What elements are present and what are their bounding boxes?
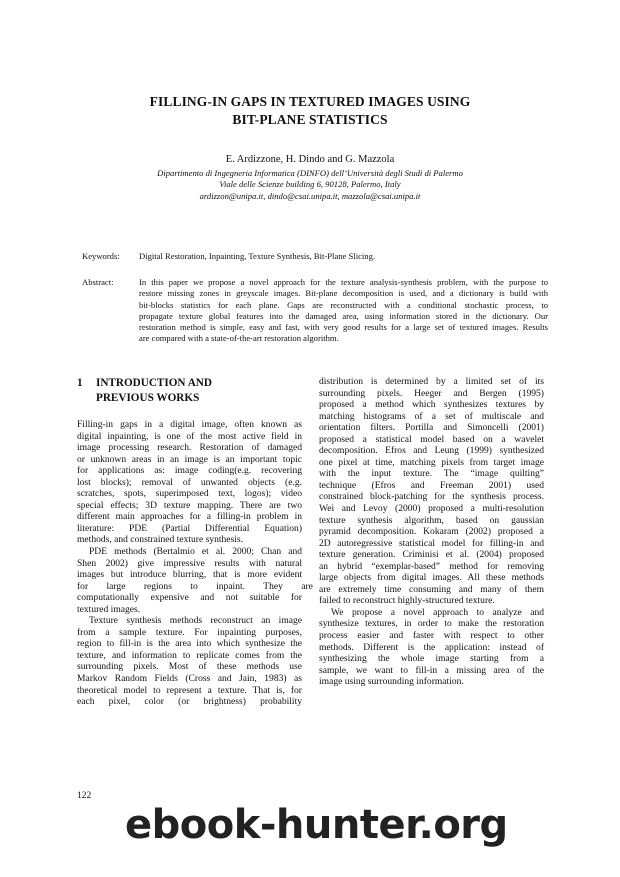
- body-line: constrained block-patching for the synthesis process.: [319, 491, 544, 503]
- body-line: surrounding pixels. Heeger and Bergen (1995): [319, 387, 544, 399]
- abstract-line: In this paper we propose a novel approach for the texture analysis-synthesis problem, with the purpose to: [139, 277, 548, 287]
- title-line-1: FILLING-IN GAPS IN TEXTURED IMAGES USING: [149, 94, 471, 109]
- page-number: 122: [77, 791, 92, 801]
- section-title: [96, 376, 212, 406]
- body-line: for applications as: image coding(e.g. recovering: [77, 465, 302, 477]
- body-line: Filling-in gaps in a digital image, often known as: [77, 419, 302, 430]
- body-line: Texture synthesis methods reconstruct an image: [89, 615, 302, 627]
- body-line: images but introduce blurring, that is more evident: [77, 569, 302, 581]
- body-line: failed to reconstruct highly-structured texture.: [319, 595, 495, 607]
- body-line: PDE methods (Bertalmio et al. 2000; Chan and: [89, 546, 302, 558]
- body-line: texture, and information to replicate comes from the: [77, 649, 302, 661]
- affiliation-line: Dipartimento di Ingegneria Informatica (DINFO) dell’Università degli Studi di Palermo: [157, 168, 463, 178]
- abstract-line: bit-blocks statistics for each plane. Gaps are reconstructed with a conditional stochastic process, to: [139, 299, 548, 310]
- body-line: texture generation. Criminisi et al. (2004) proposed: [319, 549, 544, 561]
- body-line: region to fill-in is the area into which synthesize the: [77, 638, 302, 650]
- body-line: sample, we want to fill-in a missing area of the: [319, 664, 544, 676]
- author-names: E. Ardizzone, H. Dindo and G. Mazzola: [225, 154, 395, 165]
- body-line: for large regions to inpaint. They are: [77, 580, 313, 592]
- body-line: synthesizing the whole image starting from a: [319, 653, 544, 665]
- body-line: each pixel, color (or brightness) probability: [77, 696, 302, 708]
- body-line: with the input texture. The “image quilting”: [319, 468, 544, 480]
- abstract-line: restoration method is simple, easy and fast, with very good results for a large set of textured images. Results: [139, 322, 548, 333]
- body-line: special effects; 3D texture mapping. There are two: [77, 499, 302, 511]
- abstract-line: propagate texture global features into the damaged area, using information stored in the dictionary. Our: [139, 310, 548, 321]
- body-line: Shen 2002) give impressive results with natural: [77, 557, 302, 569]
- body-line: large objects from digital images. All these methods: [319, 572, 544, 584]
- body-line: different main approaches for a filling-in problem in: [77, 511, 302, 523]
- author-block: [75, 152, 545, 202]
- body-line: methods, and constrained texture synthesis.: [77, 534, 243, 546]
- abstract-text: [139, 277, 548, 345]
- body-line: literature: PDE (Partial Differential Equation): [77, 522, 302, 534]
- keywords-text: Digital Restoration, Inpainting, Texture Synthesis, Bit-Plane Slicing.: [139, 251, 376, 261]
- body-line: orientation filters. Portilla and Simoncelli (2001): [319, 422, 544, 434]
- body-line: We propose a novel approach to analyze and: [331, 606, 544, 618]
- body-line: process easier and faster with respect to other: [319, 630, 544, 642]
- right-column: [319, 376, 544, 688]
- email-line: ardizzon@unipa.it, dindo@csai.unipa.it, mazzola@csai.unipa.it: [199, 190, 421, 201]
- section-title-line-1: INTRODUCTION AND: [96, 377, 212, 389]
- body-line: from a sample texture. For inpainting purposes,: [77, 626, 302, 638]
- body-line: Markov Random Fields (Cross and Jain, 1983) as: [77, 673, 302, 685]
- body-line: image processing research. Restoration of damaged: [77, 442, 302, 454]
- body-line: surrounding pixels. Most of these methods use: [77, 661, 302, 673]
- body-line: scratches, spots, superimposed text, logos); video: [77, 488, 302, 500]
- body-line: textured images.: [77, 603, 141, 615]
- abstract-label: Abstract:: [82, 277, 114, 287]
- body-line: 2D autoregressive statistical model for filling-in and: [319, 537, 544, 549]
- watermark-text: ebook-hunter.org: [125, 802, 508, 848]
- keywords-label: Keywords:: [82, 251, 120, 261]
- section-number: 1: [77, 377, 83, 389]
- body-line: an hybrid “exemplar-based” method for removing: [319, 560, 544, 572]
- body-line: matching histograms of a set of multiscale and: [319, 410, 544, 422]
- body-line: are extremely time consuming and many of them: [319, 583, 544, 595]
- body-line: synthesize textures, in order to make the restoration: [319, 618, 544, 630]
- paper-title: [75, 93, 545, 129]
- body-line: pyramid decomposition. Kokaram (2002) proposed a: [319, 526, 544, 538]
- body-line: or unknown areas in an image is an important topic: [77, 453, 302, 465]
- body-line: computationally expensive and not suitable for: [77, 592, 302, 604]
- body-line: image using surrounding information.: [319, 676, 464, 688]
- body-line: proposed a statistical model based on a wavelet: [319, 433, 544, 445]
- body-line: proposed a method which synthesizes textures by: [319, 399, 544, 411]
- body-line: methods. Different is the application: instead of: [319, 641, 544, 653]
- body-line: lost blocks); removal of unwanted objects (e.g.: [77, 476, 302, 488]
- body-line: distribution is determined by a limited set of its: [319, 376, 544, 387]
- body-line: one pixel at time, matching pixels from target image: [319, 456, 544, 468]
- title-line-2: BIT-PLANE STATISTICS: [232, 112, 388, 127]
- section-title-line-2: PREVIOUS WORKS: [96, 392, 200, 404]
- body-line: Wei and Levoy (2000) proposed a multi-resolution: [319, 503, 544, 515]
- body-line: decomposition. Efros and Leung (1999) synthesized: [319, 445, 544, 457]
- abstract-line: are compared with a state-of-the-art restoration algorithm.: [139, 333, 339, 344]
- left-column: [77, 419, 313, 708]
- address-line: Viale delle Scienze building 6, 90128, Palermo, Italy: [219, 179, 401, 190]
- body-line: theoretical model to represent a texture. That is, for: [77, 684, 302, 696]
- body-line: texture synthesis algorithm, based on gaussian: [319, 514, 544, 526]
- body-line: technique (Efros and Freeman 2001) used: [319, 479, 544, 491]
- body-line: digital inpainting, is one of the most active field in: [77, 430, 302, 442]
- abstract-line: restore missing zones in greyscale images. Bit-plane decomposition is used, and a dictionary is build with: [139, 288, 548, 299]
